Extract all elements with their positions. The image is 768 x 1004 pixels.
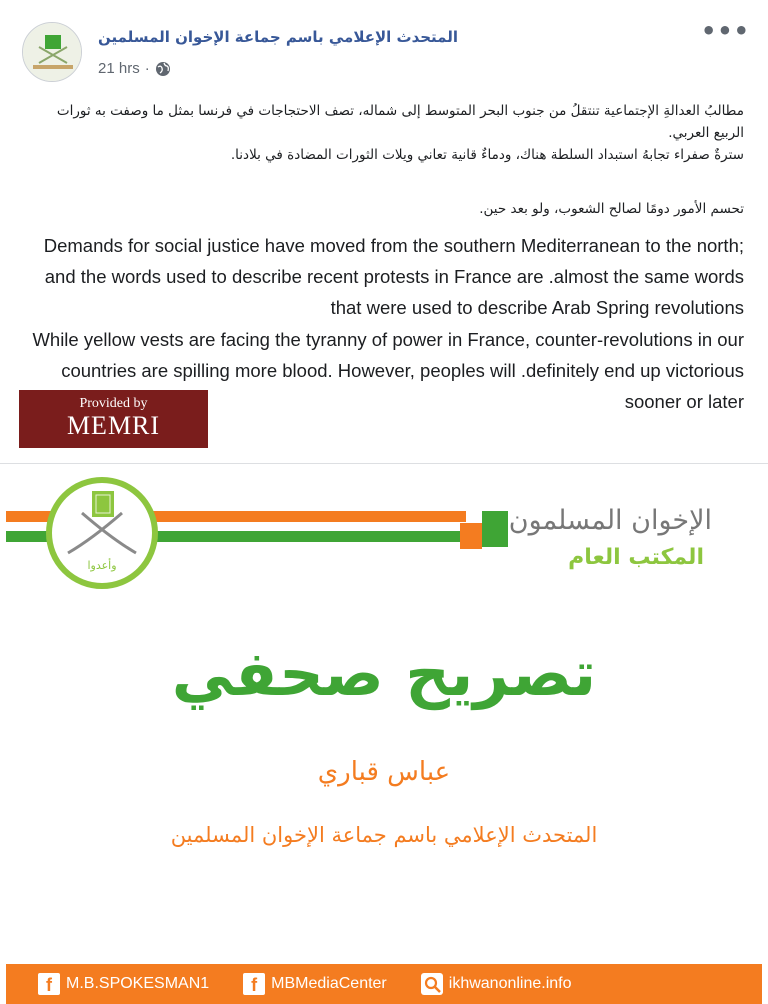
facebook-icon: f [38, 973, 60, 995]
post-header [20, 18, 750, 88]
post-image[interactable] [6, 465, 762, 1004]
page-avatar[interactable] [22, 22, 82, 82]
post-arabic-text-2: تحسم الأمور دومًا لصالح الشعوب، ولو بعد حين. [479, 201, 744, 217]
footer-label: M.B.SPOKESMAN1 [66, 975, 210, 992]
spokesman-role: المتحدث الإعلامي باسم جماعة الإخوان المسلمين [170, 823, 598, 847]
logo-motto: وأعدوا [87, 559, 117, 572]
memri-watermark [19, 390, 208, 448]
more-options-icon[interactable]: ••• [700, 17, 750, 45]
brotherhood-logo-icon [46, 477, 158, 589]
press-release-headline: تصريح صحفي [171, 637, 597, 710]
banner-footer [6, 964, 762, 1004]
meta-separator: · [144, 60, 150, 77]
spokesman-name: عباس قباري [317, 757, 451, 787]
footer-label: ikhwanonline.info [448, 975, 572, 992]
post-timestamp[interactable]: 21 hrs [98, 60, 140, 77]
post-meta [98, 60, 171, 77]
post-arabic-text-1: مطالبُ العدالةِ الإجتماعية تنتقلُ من جنوب البحر المتوسط إلى شماله، تصف الاحتجاجات في فرنسا بمثل ما وصفت به ثورات الربيع العربي. سترةٌ صفراء تجابهُ استبداد السلطة هناك، ودماءٌ قانية تعاني ويلات الثورات المضادة في بلادنا. [56, 103, 744, 163]
globe-icon [155, 61, 171, 77]
web-icon [421, 973, 443, 995]
brand-title: الإخوان المسلمون [508, 505, 712, 536]
watermark-line1: Provided by [79, 396, 148, 411]
facebook-icon: f [243, 973, 265, 995]
avatar-logo-icon [23, 23, 82, 82]
footer-item-facebook-2 [243, 973, 387, 995]
watermark-line2: MEMRI [66, 411, 161, 440]
footer-item-website [421, 973, 572, 995]
divider [0, 463, 768, 464]
page-name-link[interactable]: المتحدث الإعلامي باسم جماعة الإخوان المسلمين [98, 28, 459, 46]
footer-item-facebook-1 [38, 973, 209, 995]
post-english-text-2: While yellow vests are facing the tyranny of power in France, counter-revolutions in our countries are spilling more blood. However, peoples will .definitely end up victorious sooner or later [32, 329, 744, 412]
footer-label: MBMediaCenter [271, 975, 387, 992]
post-english-text-1: Demands for social justice have moved from the southern Mediterranean to the north; and the words used to describe recent protests in France are .almost the same words that were used to describe Arab Spring revolutions [43, 235, 744, 318]
brand-subtitle: المكتب العام [568, 545, 704, 570]
